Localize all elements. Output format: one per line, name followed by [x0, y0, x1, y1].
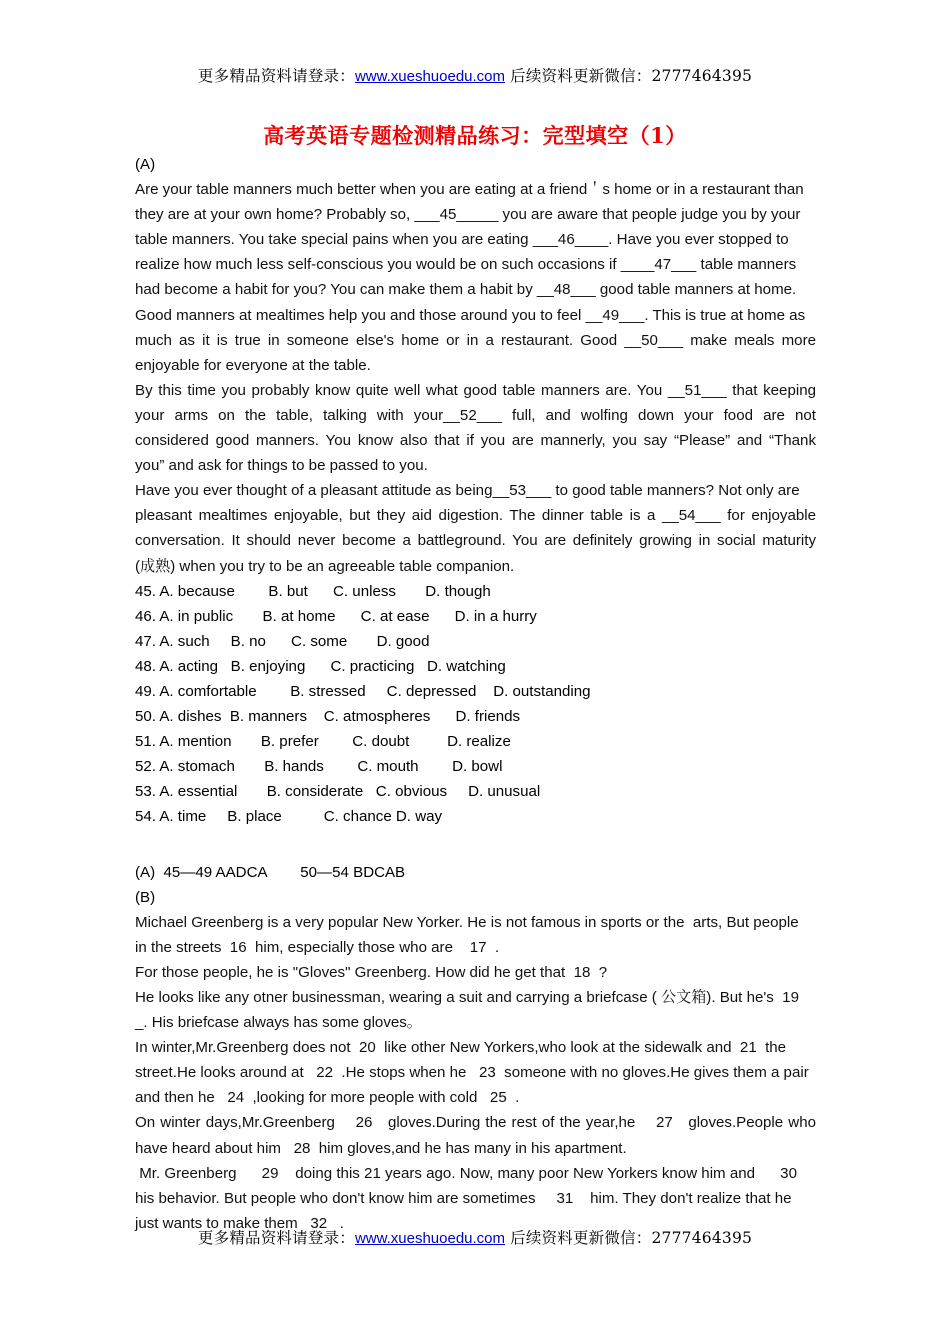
footer-prefix-text: 更多精品资料请登录：: [197, 1229, 355, 1247]
passage-b-line: just wants to make them 32 .: [135, 1214, 344, 1232]
section-spacer: [135, 830, 816, 860]
passage-b-label: (B): [135, 888, 156, 906]
question-option-row: 47. A. such B. no C. some D. good: [135, 632, 430, 650]
passage-a-line: you” and ask for things to be passed to you.: [135, 457, 428, 475]
header-banner: [0, 64, 950, 86]
question-option-row: 54. A. time B. place C. chance D. way: [135, 808, 443, 826]
passage-b-line: For those people, he is "Gloves" Greenberg. How did he get that 18 ?: [135, 963, 608, 981]
document-content: [135, 152, 816, 1236]
header-website-link[interactable]: www.xueshuoedu.com: [354, 68, 506, 85]
footer-website-link[interactable]: www.xueshuoedu.com: [354, 1230, 506, 1247]
passage-a-line: conversation. It should never become a battleground. You are definitely growing in social maturity: [135, 532, 816, 550]
question-option-row: 49. A. comfortable B. stressed C. depressed D. outstanding: [135, 682, 591, 700]
passage-b-line: street.He looks around at 22 .He stops when he 23 someone with no gloves.He gives them a pair: [135, 1064, 809, 1082]
passage-b-line: In winter,Mr.Greenberg does not 20 like other New Yorkers,who look at the sidewalk and 21 the: [135, 1039, 787, 1057]
passage-a-line: had become a habit for you? You can make them a habit by __48___ good table manners at home.: [135, 281, 797, 299]
passage-a-line: realize how much less self-conscious you would be on such occasions if ____47___ table manners: [135, 256, 797, 274]
passage-a-body: [135, 177, 816, 579]
passage-b-line: have heard about him 28 him gloves,and he has many in his apartment.: [135, 1139, 627, 1157]
passage-a-line: much as it is true in someone else's home or in a restaurant. Good __50___ make meals more: [135, 331, 816, 349]
question-option-row: 46. A. in public B. at home C. at ease D. in a hurry: [135, 607, 537, 625]
passage-a-line: pleasant mealtimes enjoyable, but they aid digestion. The dinner table is a __54___ for enjoyable: [135, 507, 816, 525]
passage-a-line: your arms on the table, talking with your__52___ full, and wolfing down your food are not: [135, 406, 816, 424]
passage-b-line: and then he 24 ,looking for more people with cold 25 .: [135, 1089, 520, 1107]
footer-suffix-text: 后续资料更新微信：2777464395: [505, 1229, 753, 1247]
passage-b-line: in the streets 16 him, especially those who are 17 .: [135, 938, 500, 956]
passage-a-line: Have you ever thought of a pleasant attitude as being__53___ to good table manners? Not only are: [135, 482, 800, 500]
question-option-row: 53. A. essential B. considerate C. obvious D. unusual: [135, 783, 541, 801]
passage-a-line: enjoyable for everyone at the table.: [135, 356, 371, 374]
passage-a-line: table manners. You take special pains when you are eating ___46____. Have you ever stopped to: [135, 231, 789, 249]
question-option-row: 50. A. dishes B. manners C. atmospheres D. friends: [135, 708, 521, 726]
passage-b-line: Mr. Greenberg 29 doing this 21 years ago. Now, many poor New Yorkers know him and 30: [135, 1164, 797, 1182]
footer-banner: [0, 1226, 950, 1248]
passage-a-line: Are your table manners much better when you are eating at a friend＇s home or in a restaurant than: [135, 181, 804, 199]
passage-b-line: Michael Greenberg is a very popular New Yorker. He is not famous in sports or the arts, But people: [135, 913, 799, 931]
question-option-row: 51. A. mention B. prefer C. doubt D. realize: [135, 733, 511, 751]
question-option-row: 45. A. because B. but C. unless D. though: [135, 582, 491, 600]
passage-b-line: On winter days,Mr.Greenberg 26 gloves.During the rest of the year,he 27 gloves.People who: [135, 1114, 816, 1132]
answer-key-a: (A) 45—49 AADCA 50—54 BDCAB: [135, 863, 406, 881]
question-option-row: 52. A. stomach B. hands C. mouth D. bowl: [135, 758, 503, 776]
passage-b-line: He looks like any otner businessman, wearing a suit and carrying a briefcase ( 公文箱). But he's 19: [135, 989, 799, 1006]
passage-a-line: they are at your own home? Probably so, ___45_____ you are aware that people judge you by your: [135, 206, 801, 224]
passage-a-line: considered good manners. You know also that if you are mannerly, you say “Please” and “Thank: [135, 432, 816, 450]
passage-a-label: (A): [135, 156, 156, 173]
questions-a-list: [135, 579, 816, 830]
passage-b-line: _. His briefcase always has some gloves。: [135, 1014, 422, 1032]
passage-b-line: his behavior. But people who don't know him are sometimes 31 him. They don't realize that he: [135, 1189, 792, 1207]
header-prefix-text: 更多精品资料请登录：: [197, 67, 355, 85]
passage-b-body: [135, 910, 816, 1236]
passage-a-line: By this time you probably know quite well what good table manners are. You __51___ that keeping: [135, 381, 816, 399]
page-title: 高考英语专题检测精品练习：完型填空（1）: [263, 123, 687, 148]
header-suffix-text: 后续资料更新微信：2777464395: [505, 67, 753, 85]
passage-a-line: Good manners at mealtimes help you and those around you to feel __49___. This is true at home as: [135, 306, 806, 324]
question-option-row: 48. A. acting B. enjoying C. practicing D. watching: [135, 657, 506, 675]
passage-a-line: (成熟) when you try to be an agreeable table companion.: [135, 557, 515, 575]
